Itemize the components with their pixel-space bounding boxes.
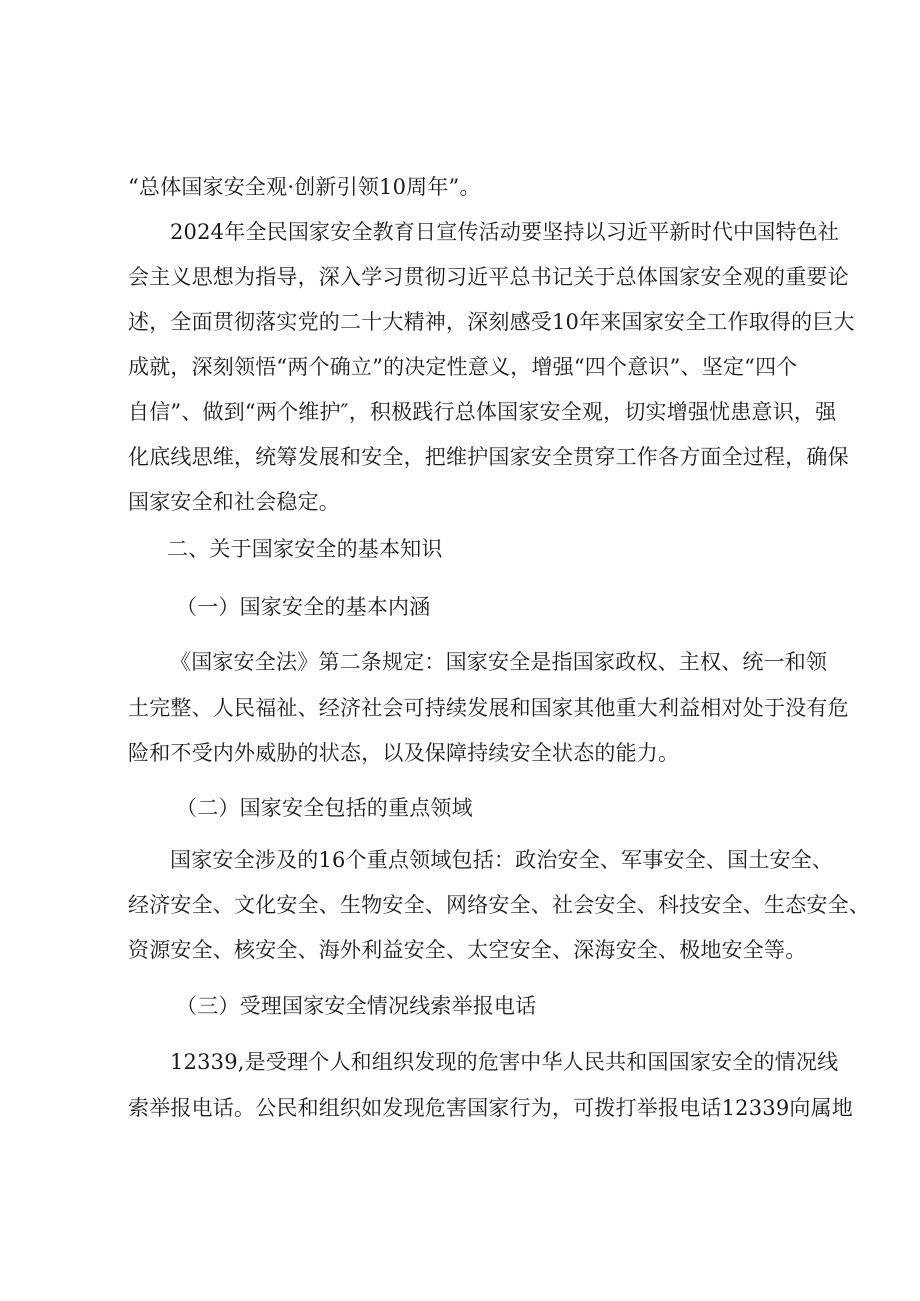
- text-line: 国家安全和社会稳定。: [128, 490, 340, 514]
- text-line: 成就，深刻领悟“两个确立”的决定性意义，增强“四个意识”、坚定“四个: [128, 355, 798, 379]
- text-line: 化底线思维，统筹发展和安全，把维护国家安全贯穿工作各方面全过程，确保: [128, 445, 849, 469]
- text-line: 索举报电话。公民和组织如发现危害国家行为，可拨打举报电话12339向属地: [128, 1096, 854, 1120]
- text-line: 土完整、人民福祉、经济社会可持续发展和国家其他重大利益相对处于没有危: [128, 696, 849, 720]
- text-line: “总体国家安全观·创新引领10周年”。: [128, 175, 481, 199]
- subsection-heading: （一）国家安全的基本内涵: [176, 595, 431, 619]
- subsection-heading: （二）国家安全包括的重点领域: [176, 796, 473, 820]
- text-line: 述，全面贯彻落实党的二十大精神，深刻感受10年来国家安全工作取得的巨大: [128, 310, 855, 334]
- text-line: 自信”、做到“两个维护″，积极践行总体国家安全观，切实增强忧患意识，强: [128, 400, 837, 424]
- paragraph-first-line: 《国家安全法》第二条规定：国家安全是指国家政权、主权、统一和领: [170, 650, 828, 674]
- text-line: 经济安全、文化安全、生物安全、网络安全、社会安全、科技安全、生态安全、: [128, 893, 870, 917]
- text-line: 险和不受内外威胁的状态，以及保障持续安全状态的能力。: [128, 741, 680, 765]
- text-line: 会主义思想为指导，深入学习贯彻习近平总书记关于总体国家安全观的重要论: [128, 265, 849, 289]
- paragraph-first-line: 国家安全涉及的16个重点领域包括：政治安全、军事安全、国土安全、: [170, 848, 834, 872]
- paragraph-first-line: 12339,是受理个人和组织发现的危害中华人民共和国国家安全的情况线: [170, 1050, 839, 1074]
- subsection-heading: （三）受理国家安全情况线索举报电话: [176, 994, 537, 1018]
- text-line: 资源安全、核安全、海外利益安全、太空安全、深海安全、极地安全等。: [128, 938, 807, 962]
- section-heading: 二、关于国家安全的基本知识: [167, 537, 443, 561]
- paragraph-first-line: 2024年全民国家安全教育日宣传活动要坚持以习近平新时代中国特色社: [170, 220, 840, 244]
